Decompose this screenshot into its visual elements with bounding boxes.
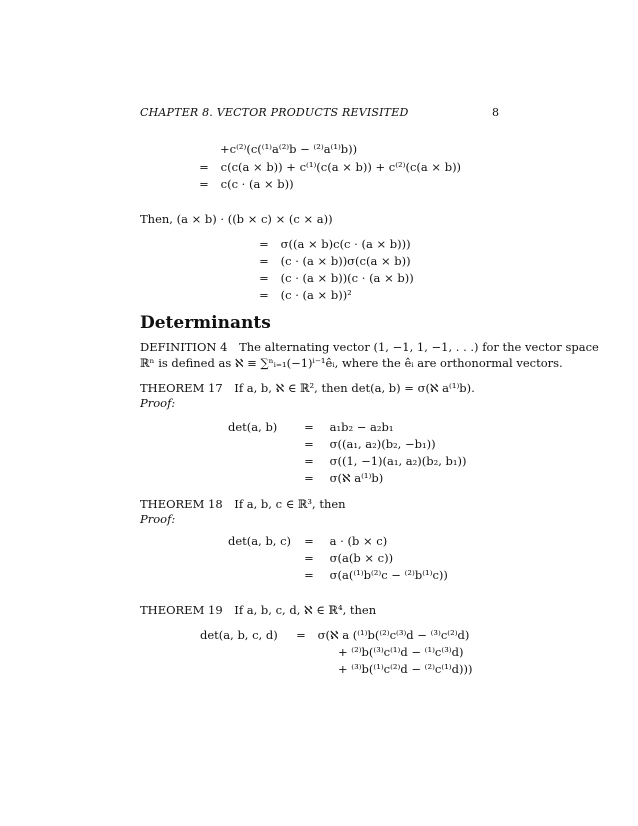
equation-rhs: + ⁽³⁾b(⁽¹⁾c⁽²⁾d − ⁽²⁾c⁽¹⁾d))) [338,662,473,676]
theorem-17-line-3 [300,454,466,468]
equation-rhs: a · (b × c) [329,534,388,548]
definition-4-line-2 [140,356,563,370]
definition-label: DEFINITION 4 [140,340,228,354]
equals-sign: = [304,551,314,565]
equation-rhs: a₁b₂ − a₂b₁ [329,420,394,434]
section-title: Determinants [140,313,271,333]
theorem-19-line-2 [338,645,463,659]
theorem-18-lhs: det(a, b, c) [228,534,292,548]
equation-rhs: σ((a₁, a₂)(b₂, −b₁)) [329,437,436,451]
block2-rhs: (c · (a × b))(c · (a × b)) [280,271,414,285]
equation-rhs: σ(ℵ a (⁽¹⁾b(⁽²⁾c⁽³⁾d − ⁽³⁾c⁽²⁾d) [317,628,470,642]
equals-sign: = [304,568,314,582]
equals-sign: = [259,288,269,302]
equals-sign: = [296,628,306,642]
equation-rhs: σ(ℵ a⁽¹⁾b) [329,471,384,485]
block1-rhs: c(c(a × b)) + c⁽¹⁾(c(a × b)) + c⁽²⁾(c(a × b)) [220,160,462,174]
equals-sign: = [304,534,314,548]
equals-sign: = [199,177,209,191]
theorem-text: If a, b, c, d, ℵ ∈ ℝ⁴, then [234,603,377,617]
theorem-text: If a, b, c ∈ ℝ³, then [234,497,346,511]
equals-sign: = [259,254,269,268]
theorem-19-line-1 [292,628,469,642]
theorem-19-lhs: det(a, b, c, d) [200,628,278,642]
theorem-text: If a, b, ℵ ∈ ℝ², then det(a, b) = σ(ℵ a⁽¹⁾b). [234,381,475,395]
theorem-label: THEOREM 19 [140,603,223,617]
block2-line-1 [255,237,411,251]
block1-line-3 [195,177,294,191]
block1-rhs: +c⁽²⁾(c(⁽¹⁾a⁽²⁾b − ⁽²⁾a⁽¹⁾b)) [220,142,358,156]
proof-label: Proof: [140,396,176,410]
equation-rhs: + ⁽²⁾b(⁽³⁾c⁽¹⁾d − ⁽¹⁾c⁽³⁾d) [338,645,464,659]
proof-label: Proof: [140,512,176,526]
theorem-19-line-3 [338,662,472,676]
block1-rhs: c(c · (a × b)) [220,177,294,191]
theorem-label: THEOREM 18 [140,497,223,511]
page-number: 8 [492,106,499,119]
definition-4-line-1 [140,340,599,354]
theorem-17-statement [140,381,475,395]
equals-sign: = [304,437,314,451]
equals-sign: = [304,454,314,468]
equals-sign: = [304,471,314,485]
theorem-label: THEOREM 17 [140,381,223,395]
theorem-18-line-3 [300,568,448,582]
theorem-17-line-4 [300,471,383,485]
theorem-17-line-1 [300,420,393,434]
definition-text: The alternating vector (1, −1, 1, −1, . . .) for the vector space [239,340,599,354]
then-text: Then, (a × b) · ((b × c) × (c × a)) [140,212,333,226]
equation-rhs: σ(a(b × c)) [329,551,394,565]
theorem-19-statement [140,603,376,617]
block2-rhs: (c · (a × b))² [280,288,352,302]
theorem-17-lhs: det(a, b) [228,420,278,434]
block2-rhs: (c · (a × b))σ(c(a × b)) [280,254,411,268]
definition-text: ℝⁿ is defined as ℵ ≡ ∑ⁿᵢ₌₁(−1)ⁱ⁻¹êᵢ, where the êᵢ are orthonormal vectors. [140,356,563,370]
theorem-18-line-2 [300,551,393,565]
equation-rhs: σ(a(⁽¹⁾b⁽²⁾c − ⁽²⁾b⁽¹⁾c)) [329,568,448,582]
block2-line-4 [255,288,352,302]
block2-rhs: σ((a × b)c(c · (a × b))) [280,237,411,251]
equals-sign: = [199,160,209,174]
equation-rhs: σ((1, −1)(a₁, a₂)(b₂, b₁)) [329,454,467,468]
chapter-header: CHAPTER 8. VECTOR PRODUCTS REVISITED [140,106,409,119]
equals-sign: = [304,420,314,434]
block2-line-2 [255,254,411,268]
block2-line-3 [255,271,414,285]
theorem-17-line-2 [300,437,436,451]
equals-sign: = [259,271,269,285]
theorem-18-line-1 [300,534,387,548]
theorem-18-statement [140,497,346,511]
block1-line-1 [220,142,357,156]
block1-line-2 [195,160,461,174]
equals-sign: = [259,237,269,251]
